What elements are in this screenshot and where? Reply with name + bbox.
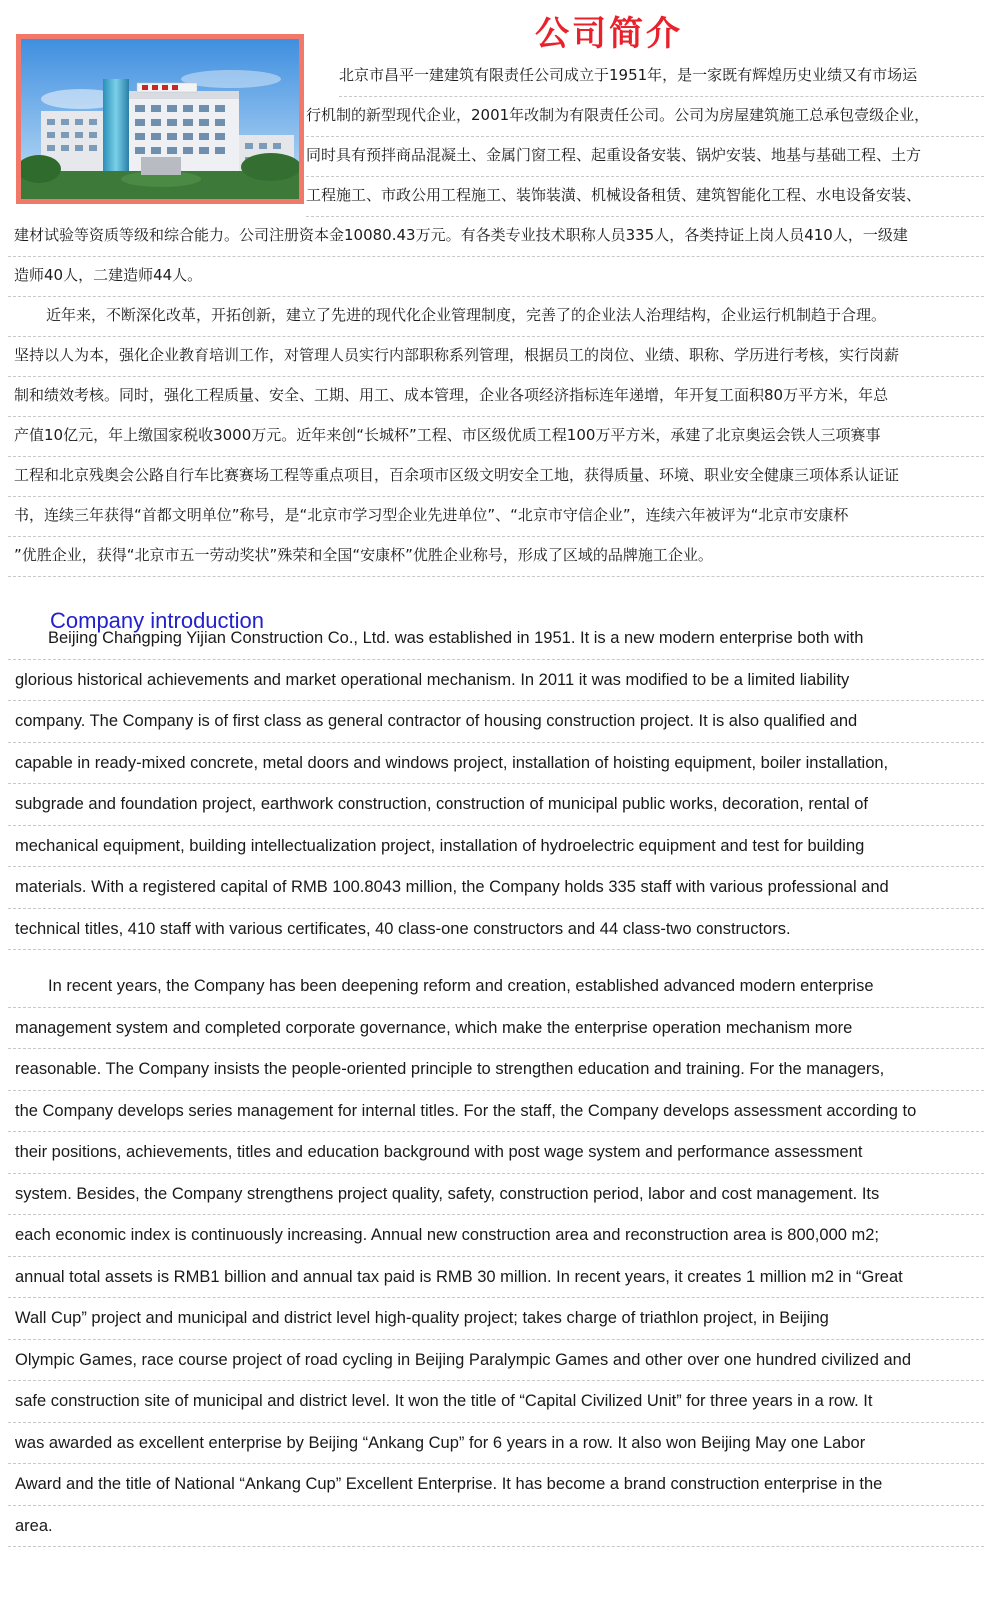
cn-line: 北京市昌平一建建筑有限责任公司成立于1951年，是一家既有辉煌历史业绩又有市场运 [339,55,984,97]
en-line: mechanical equipment, building intellectualization project, installation of hydroelectric equipment and test for building [8,826,984,868]
english-paragraph-2 [8,966,984,1547]
en-line: each economic index is continuously increasing. Annual new construction area and reconstruction area is 800,000 m2; [8,1215,984,1257]
cn-line: 同时具有预拌商品混凝土、金属门窗工程、起重设备安装、锅炉安装、地基与基础工程、土方 [306,135,984,177]
en-line: their positions, achievements, titles and education background with post wage system and performance assessment [8,1132,984,1174]
cn-line: 近年来，不断深化改革，开拓创新，建立了先进的现代化企业管理制度，完善了的企业法人治理结构，企业运行机制趋于合理。 [8,295,984,337]
page-title-english: Company introduction [50,608,265,633]
en-line: management system and completed corporate governance, which make the enterprise operation mechanism more [8,1008,984,1050]
en-line: system. Besides, the Company strengthens project quality, safety, construction period, labor and cost management. Its [8,1174,984,1216]
en-line: the Company develops series management for internal titles. For the staff, the Company develops assessment according to [8,1091,984,1133]
en-line: reasonable. The Company insists the people-oriented principle to strengthen education and training. For the managers, [8,1049,984,1091]
en-line: subgrade and foundation project, earthwork construction, construction of municipal public works, decoration, rental of [8,784,984,826]
cn-line: 造师40人，二建造师44人。 [8,255,984,297]
en-line: Beijing Changping Yijian Construction Co., Ltd. was established in 1951. It is a new modern enterprise both with [8,618,984,660]
cn-line: 产值10亿元，年上缴国家税收3000万元。近年来创“长城杯”工程、市区级优质工程100万平方米，承建了北京奥运会铁人三项赛事 [8,415,984,457]
en-line: was awarded as excellent enterprise by Beijing “Ankang Cup” for 6 years in a row. It also won Beijing May one Labor [8,1423,984,1465]
en-line: materials. With a registered capital of RMB 100.8043 million, the Company holds 335 staff with various professional and [8,867,984,909]
en-line: Olympic Games, race course project of road cycling in Beijing Paralympic Games and other over one hundred civilized and [8,1340,984,1382]
en-line: Award and the title of National “Ankang Cup” Excellent Enterprise. It has become a brand construction enterprise in the [8,1464,984,1506]
cn-line: 制和绩效考核。同时，强化工程质量、安全、工期、用工、成本管理，企业各项经济指标连年递增，年开复工面积80万平方米，年总 [8,375,984,417]
cn-line: 坚持以人为本，强化企业教育培训工作，对管理人员实行内部职称系列管理，根据员工的岗位、业绩、职称、学历进行考核，实行岗薪 [8,335,984,377]
en-line: capable in ready-mixed concrete, metal doors and windows project, installation of hoisting equipment, boiler installation, [8,743,984,785]
en-line: annual total assets is RMB1 billion and annual tax paid is RMB 30 million. In recent years, it creates 1 million m2 in “Great [8,1257,984,1299]
cn-line: 书，连续三年获得“首都文明单位”称号，是“北京市学习型企业先进单位”、“北京市守信企业”，连续六年被评为“北京市安康杯 [8,495,984,537]
en-line: area. [8,1506,984,1548]
cn-line: 工程施工、市政公用工程施工、装饰装潢、机械设备租赁、建筑智能化工程、水电设备安装、 [306,175,984,217]
cn-line: 工程和北京残奥会公路自行车比赛赛场工程等重点项目，百余项市区级文明安全工地，获得质量、环境、职业安全健康三项体系认证证 [8,455,984,497]
chinese-introduction [8,55,984,591]
en-line: glorious historical achievements and market operational mechanism. In 2011 it was modified to be a limited liability [8,660,984,702]
cn-line: 建材试验等资质等级和综合能力。公司注册资本金10080.43万元。有各类专业技术职称人员335人，各类持证上岗人员410人，一级建 [8,215,984,257]
page-title-chinese: 公司简介 [535,14,683,54]
cn-line: 行机制的新型现代企业，2001年改制为有限责任公司。公司为房屋建筑施工总承包壹级企业， [306,95,984,137]
en-line: In recent years, the Company has been deepening reform and creation, established advanced modern enterprise [8,966,984,1008]
en-line: safe construction site of municipal and district level. It won the title of “Capital Civilized Unit” for three years in a row. It [8,1381,984,1423]
cn-line: ”优胜企业，获得“北京市五一劳动奖状”殊荣和全国“安康杯”优胜企业称号，形成了区域的品牌施工企业。 [8,535,984,577]
en-line: company. The Company is of first class as general contractor of housing construction project. It is also qualified and [8,701,984,743]
english-paragraph-1 [8,618,984,950]
en-line: technical titles, 410 staff with various certificates, 40 class-one constructors and 44 class-two constructors. [8,909,984,951]
en-line: Wall Cup” project and municipal and district level high-quality project; takes charge of triathlon project, in Beijing [8,1298,984,1340]
